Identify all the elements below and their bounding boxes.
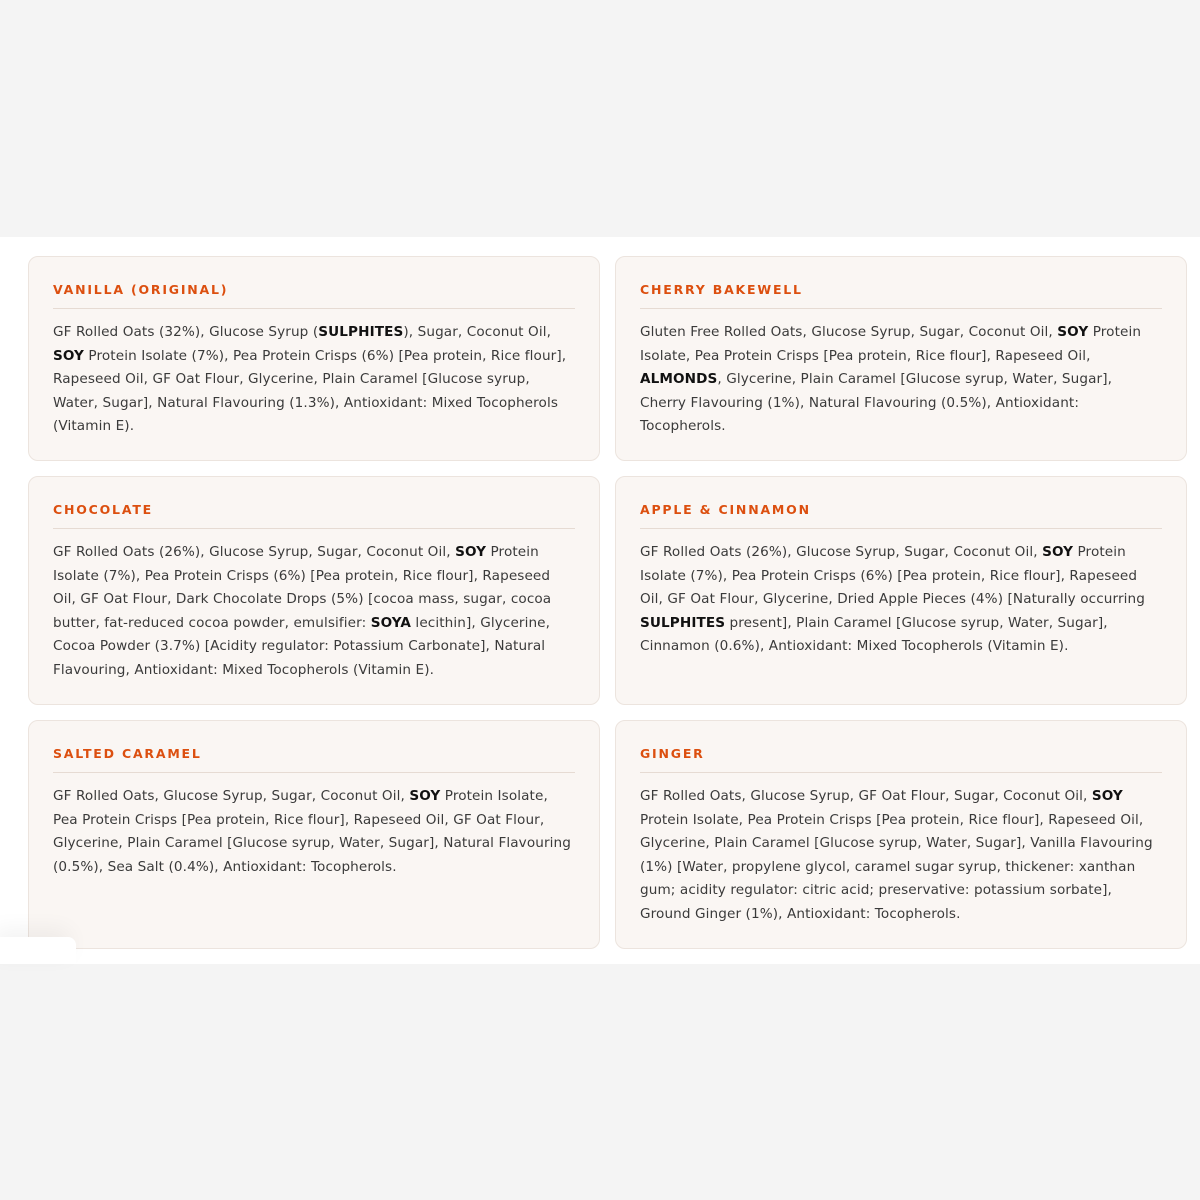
ingredient-card-apple-cinnamon	[615, 476, 1187, 705]
ingredient-text: GF Rolled Oats (26%), Glucose Syrup, Sugar, Coconut Oil,	[53, 544, 456, 560]
card-title: CHERRY BAKEWELL	[640, 282, 1162, 309]
ingredient-card-vanilla	[28, 256, 600, 461]
allergen-highlight: SOY	[1057, 324, 1089, 340]
ingredient-card-ginger	[615, 720, 1187, 949]
ingredient-text: Protein Isolate, Pea Protein Crisps [Pea protein, Rice flour], Rapeseed Oil, Glycerine, Plain Caramel [Glucose syrup, Water, Sugar], Vanilla Flavouring (1%) [Water, propylene glycol, caramel sugar syrup, thickener: xanthan gum; acidity regulator: citric acid; preservative: potassium sorbate], Ground Ginger (1%), Antioxidant: Tocopherols.	[640, 811, 1153, 922]
ingredient-card-chocolate	[28, 476, 600, 705]
ingredient-list	[53, 785, 575, 879]
allergen-highlight: SOY	[53, 347, 85, 364]
allergen-highlight: SULPHITES	[318, 324, 404, 340]
ingredient-text: Protein Isolate (7%), Pea Protein Crisps (6%) [Pea protein, Rice flour], Rapeseed Oil, GF Oat Flour, Glycerine, Dried Apple Pieces (4%) [Naturally occurring	[640, 544, 1145, 608]
card-title: VANILLA (ORIGINAL)	[53, 282, 575, 309]
corner-tab	[0, 937, 76, 964]
ingredient-list	[53, 321, 575, 439]
ingredient-text: Protein Isolate (7%), Pea Protein Crisps (6%) [Pea protein, Rice flour], Rapeseed Oil, GF Oat Flour, Glycerine, Plain Caramel [Glucose syrup, Water, Sugar], Natural Flavouring (1.3%), Antioxidant: Mixed Tocopherols (Vitamin E).	[53, 347, 567, 435]
card-title: APPLE & CINNAMON	[640, 502, 1162, 529]
ingredient-list	[640, 321, 1162, 439]
ingredient-card-cherry-bakewell	[615, 256, 1187, 461]
card-title: CHOCOLATE	[53, 502, 575, 529]
card-title: SALTED CARAMEL	[53, 746, 575, 773]
ingredient-text: GF Rolled Oats, Glucose Syrup, Sugar, Coconut Oil,	[53, 788, 410, 804]
allergen-highlight: SOY	[1091, 788, 1123, 804]
allergen-highlight: SULPHITES	[640, 614, 726, 631]
ingredient-text: lecithin], Glycerine, Cocoa Powder (3.7%) [Acidity regulator: Potassium Carbonate], Natural Flavouring, Antioxidant: Mixed Tocopherols (Vitamin E).	[53, 614, 551, 678]
ingredient-text: GF Rolled Oats, Glucose Syrup, GF Oat Flour, Sugar, Coconut Oil,	[640, 788, 1092, 804]
ingredient-text: Gluten Free Rolled Oats, Glucose Syrup, Sugar, Coconut Oil,	[640, 324, 1058, 340]
ingredient-text: Protein Isolate, Pea Protein Crisps [Pea protein, Rice flour], Rapeseed Oil, GF Oat Flour, Glycerine, Plain Caramel [Glucose syrup, Water, Sugar], Natural Flavouring (0.5%), Sea Salt (0.4%), Antioxidant: Tocopherols.	[53, 788, 571, 875]
ingredient-list	[640, 785, 1162, 927]
ingredient-text: GF Rolled Oats (32%), Glucose Syrup (	[53, 324, 319, 340]
allergen-highlight: SOY	[1042, 544, 1074, 560]
allergen-highlight: SOY	[409, 788, 441, 804]
ingredient-list	[53, 541, 575, 683]
card-title: GINGER	[640, 746, 1162, 773]
ingredient-text: ), Sugar, Coconut Oil,	[403, 324, 552, 340]
ingredient-text: present], Plain Caramel [Glucose syrup, Water, Sugar], Cinnamon (0.6%), Antioxidant: Mixed Tocopherols (Vitamin E).	[640, 614, 1108, 655]
ingredient-text: , Glycerine, Plain Caramel [Glucose syrup, Water, Sugar], Cherry Flavouring (1%), Natural Flavouring (0.5%), Antioxidant: Tocopherols.	[640, 371, 1113, 435]
ingredient-text: Protein Isolate, Pea Protein Crisps [Pea protein, Rice flour], Rapeseed Oil,	[640, 324, 1142, 364]
allergen-highlight: SOY	[455, 544, 487, 560]
allergen-highlight: SOYA	[370, 614, 412, 631]
ingredients-panel	[0, 237, 1200, 964]
ingredient-list	[640, 541, 1162, 659]
ingredient-text: GF Rolled Oats (26%), Glucose Syrup, Sugar, Coconut Oil,	[640, 544, 1043, 560]
ingredient-card-salted-caramel	[28, 720, 600, 949]
allergen-highlight: ALMONDS	[640, 371, 718, 388]
ingredient-text: Protein Isolate (7%), Pea Protein Crisps (6%) [Pea protein, Rice flour], Rapeseed Oil, GF Oat Flour, Dark Chocolate Drops (5%) [cocoa mass, sugar, cocoa butter, fat-reduced cocoa powder, emulsifier:	[53, 544, 552, 631]
